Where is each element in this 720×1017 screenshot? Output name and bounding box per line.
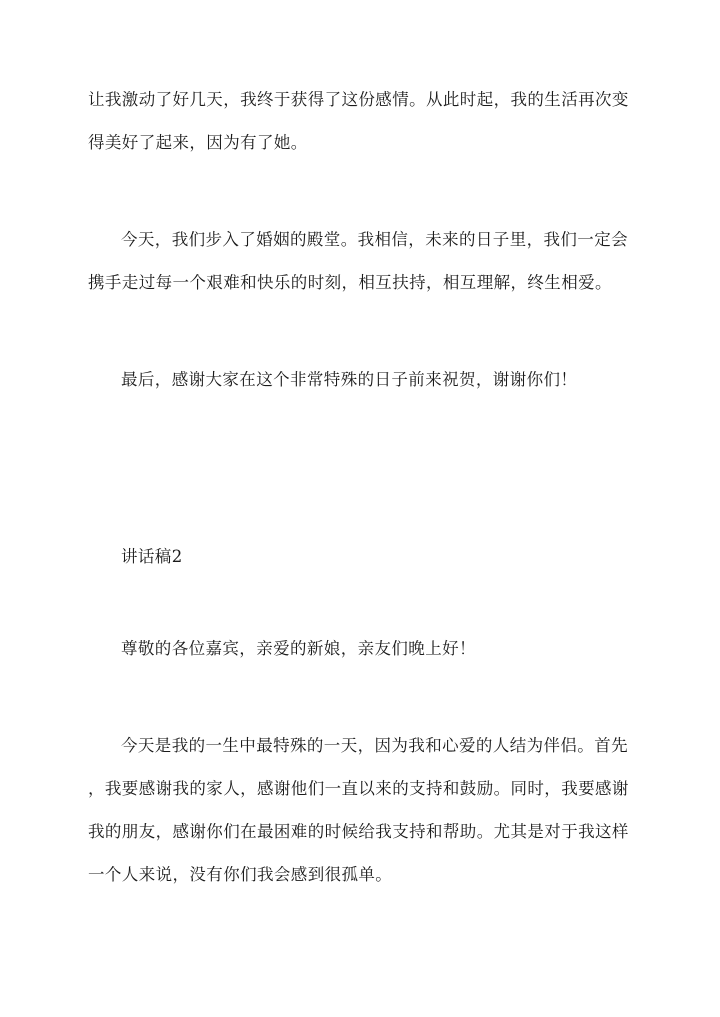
paragraph-1-line-2: 得美好了起来，因为有了她。 — [88, 133, 308, 152]
paragraph-2-line-2: 携手走过每一个艰难和快乐的时刻，相互扶持，相互理解，终生相爱。 — [88, 273, 612, 292]
paragraph-4-line-1: 今天是我的一生中最特殊的一天，因为我和心爱的人结为伴侣。首先 — [121, 736, 628, 755]
paragraph-4-line-2: ，我要感谢我的家人，感谢他们一直以来的支持和鼓励。同时，我要感谢 — [88, 779, 629, 798]
paragraph-3-line-1: 最后，感谢大家在这个非常特殊的日子前来祝贺，谢谢你们！ — [121, 370, 578, 389]
paragraph-1-line-1: 让我激动了好几天，我终于获得了这份感情。从此时起，我的生活再次变 — [88, 90, 629, 109]
paragraph-2-line-1: 今天，我们步入了婚姻的殿堂。我相信，未来的日子里，我们一定会 — [121, 230, 628, 249]
paragraph-4-line-4: 一个人来说，没有你们我会感到很孤单。 — [88, 865, 393, 884]
paragraph-4-line-3: 我的朋友，感谢你们在最困难的时候给我支持和帮助。尤其是对于我这样 — [88, 822, 629, 841]
greeting-line: 尊敬的各位嘉宾，亲爱的新娘，亲友们晚上好！ — [121, 639, 476, 658]
section-heading: 讲话稿2 — [121, 547, 183, 566]
